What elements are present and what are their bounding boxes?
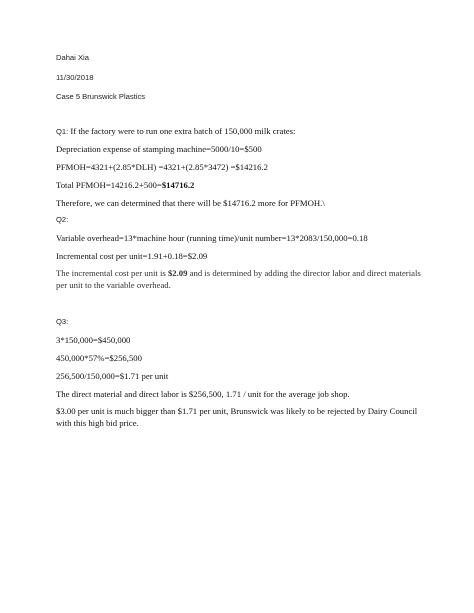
q3-line-1: 3*150,000=$450,000 (56, 335, 131, 345)
case-title: Case 5 Brunswick Plastics (56, 92, 146, 101)
q1-pfmoh-line: PFMOH=4321+(2.85*DLH) =4321+(2.85*3472) =$14216.2 (56, 162, 268, 172)
q2-explanation-prefix: The incremental cost per unit is (56, 268, 168, 278)
q2-explanation (56, 267, 424, 291)
q1-label: Q1: (56, 127, 71, 136)
q3-label: Q3: (56, 317, 69, 326)
q1-total-prefix: Total PFMOH=14216.2+500= (56, 180, 162, 190)
q1-total-value: $14716.2 (161, 180, 195, 190)
q3-conclusion: $3.00 per unit is much bigger than $1.71 per unit, Brunswick was likely to be rejected by Dairy Council with this high bid price. (56, 406, 418, 428)
q2-incremental-cost-line: Incremental cost per unit=1.91+0.18=$2.09 (56, 251, 208, 261)
q1-question (56, 127, 295, 136)
document-date: 11/30/2018 (56, 73, 94, 82)
author-name: Dahai Xia (56, 53, 89, 62)
q2-label: Q2: (56, 215, 69, 224)
q1-conclusion: Therefore, we can determined that there will be $14716.2 more for PFMOH.\ (56, 198, 325, 208)
q2-explanation-suffix: and is determined by adding the director labor and direct materials per unit to the variable overhead. (56, 268, 421, 290)
q3-line-3: 256,500/150,000=$1.71 per unit (56, 371, 169, 381)
q3-line-4: The direct material and direct labor is $256,500, 1.71 / unit for the average job shop. (56, 389, 350, 399)
q2-variable-overhead-line: Variable overhead=13*machine hour (running time)/unit number=13*2083/150,000=0.18 (56, 233, 368, 243)
q1-total-line (56, 181, 194, 190)
q2-explanation-value: $2.09 (167, 268, 188, 278)
q3-line-2: 450,000*57%=$256,500 (56, 353, 142, 363)
q1-depreciation-line: Depreciation expense of stamping machine=5000/10=$500 (56, 144, 262, 154)
q1-question-text: If the factory were to run one extra batch of 150,000 milk crates: (70, 126, 296, 136)
